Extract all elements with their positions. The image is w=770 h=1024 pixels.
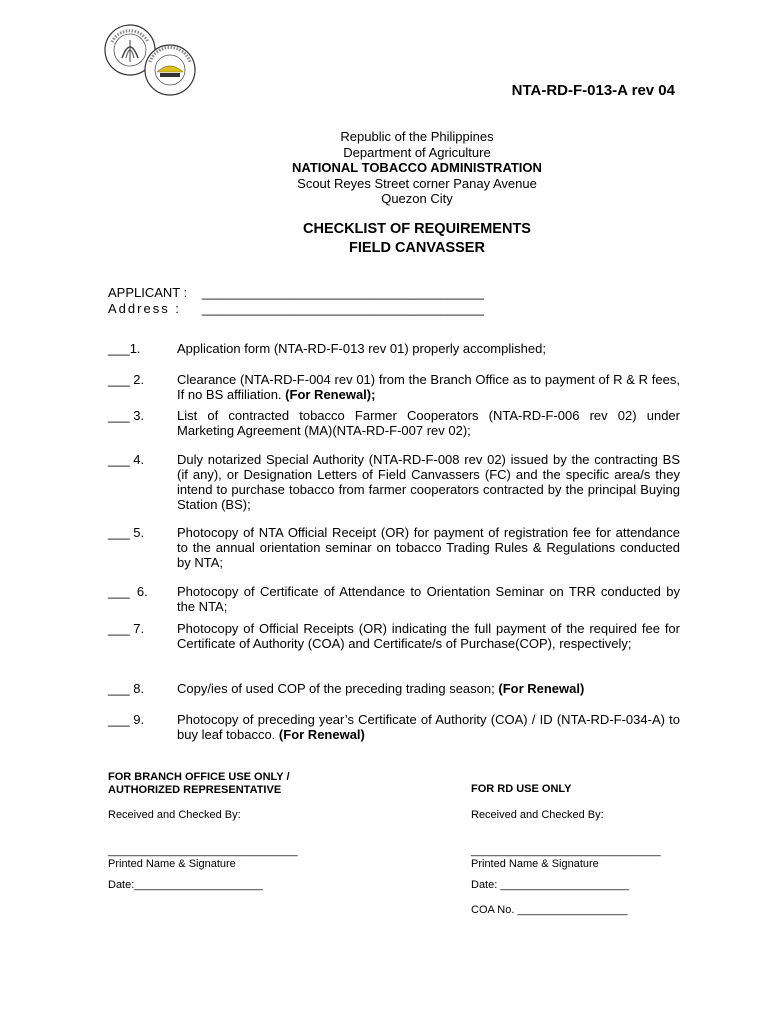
renewal-note: (For Renewal) [278, 727, 365, 742]
agency-header [210, 129, 624, 207]
renewal-note: (For Renewal); [285, 387, 376, 402]
item-checkbox-blank[interactable]: ___ 6. [108, 584, 148, 599]
rd-date-field[interactable]: Date: _____________________ [471, 879, 629, 891]
header-republic: Republic of the Philippines [340, 129, 494, 144]
renewal-note: (For Renewal) [498, 681, 585, 696]
document-title [210, 220, 624, 258]
checklist-item-8 [108, 681, 680, 696]
branch-heading: FOR BRANCH OFFICE USE ONLY / AUTHORIZED REPRESENTATIVE [108, 771, 290, 796]
header-agency: NATIONAL TOBACCO ADMINISTRATION [292, 160, 542, 175]
item-text: List of contracted tobacco Farmer Cooperators (NTA-RD-F-006 rev 02) under Marketing Agreement (MA)(NTA-RD-F-007 rev 02); [177, 408, 680, 438]
checklist-item-7 [108, 621, 680, 651]
item-checkbox-blank[interactable]: ___ 8. [108, 681, 145, 696]
agency-logos [102, 20, 202, 98]
checklist-item-6 [108, 584, 680, 614]
branch-printed-name-label: Printed Name & Signature [108, 858, 236, 870]
item-checkbox-blank[interactable]: ___ 3. [108, 408, 145, 423]
rd-heading: FOR RD USE ONLY [471, 783, 572, 795]
applicant-label: APPLICANT : [108, 285, 188, 300]
item-text: Copy/ies of used COP of the preceding trading season; (For Renewal) [177, 681, 585, 696]
applicant-section [108, 285, 484, 316]
header-department: Department of Agriculture [343, 144, 491, 160]
rd-signature-line[interactable]: _______________________________ [471, 845, 661, 857]
checklist-item-3 [108, 408, 680, 438]
checklist-item-2 [108, 372, 680, 402]
header-street: Scout Reyes Street corner Panay Avenue [297, 175, 537, 191]
item-text: Photocopy of Certificate of Attendance to Orientation Seminar on TRR conducted by the NTA; [177, 584, 680, 614]
item-text: Photocopy of NTA Official Receipt (OR) for payment of registration fee for attendance to the annual orientation seminar on tobacco Trading Rules & Regulations conducted by NTA; [177, 525, 680, 570]
rd-printed-name-label: Printed Name & Signature [471, 858, 599, 870]
item-checkbox-blank[interactable]: ___1. [108, 341, 141, 356]
item-text: Photocopy of Official Receipts (OR) indicating the full payment of the required fee for Certificate of Authority (COA) and Certificate/s of Purchase(COP), respectively; [177, 621, 680, 651]
title-line-2: FIELD CANVASSER [349, 240, 485, 256]
applicant-blank[interactable]: _______________________________________ [202, 285, 484, 300]
header-city: Quezon City [381, 191, 453, 206]
checklist-item-5 [108, 525, 680, 570]
branch-date-field[interactable]: Date:_____________________ [108, 879, 263, 891]
checklist-item-4 [108, 452, 680, 512]
item-checkbox-blank[interactable]: ___ 4. [108, 452, 145, 467]
checklist-item-1 [108, 341, 680, 356]
rd-coa-number-field[interactable]: COA No. __________________ [471, 904, 628, 916]
item-text: Photocopy of preceding year’s Certificate of Authority (COA) / ID (NTA-RD-F-034-A) to buy leaf tobacco. (For Renewal) [177, 712, 680, 742]
item-checkbox-blank[interactable]: ___ 2. [108, 372, 145, 387]
national-tobacco-administration-seal [145, 45, 195, 95]
item-checkbox-blank[interactable]: ___ 7. [108, 621, 145, 636]
rd-received-label: Received and Checked By: [471, 809, 604, 821]
form-code: NTA-RD-F-013-A rev 04 [511, 82, 675, 99]
title-line-1: CHECKLIST OF REQUIREMENTS [303, 221, 531, 237]
address-row [108, 301, 484, 317]
item-checkbox-blank[interactable]: ___ 5. [108, 525, 145, 540]
checklist-item-9 [108, 712, 680, 742]
branch-signature-line[interactable]: _______________________________ [108, 845, 298, 857]
address-blank[interactable]: _______________________________________ [202, 300, 484, 316]
branch-received-label: Received and Checked By: [108, 809, 241, 821]
item-text: Clearance (NTA-RD-F-004 rev 01) from the Branch Office as to payment of R & R fees, If no BS affiliation. (For Renewal); [177, 372, 680, 402]
applicant-row [108, 285, 484, 301]
address-label: Address : [108, 300, 181, 316]
item-text: Duly notarized Special Authority (NTA-RD-F-008 rev 02) issued by the contracting BS (if any), or Designation Letters of Field Canvassers (FC) and the specific area/s they intend to purchase tobacco from farmer cooperators contracted by the principal Buying Station (BS); [177, 452, 680, 512]
item-checkbox-blank[interactable]: ___ 9. [108, 712, 145, 727]
item-text: Application form (NTA-RD-F-013 rev 01) properly accomplished; [177, 341, 546, 356]
